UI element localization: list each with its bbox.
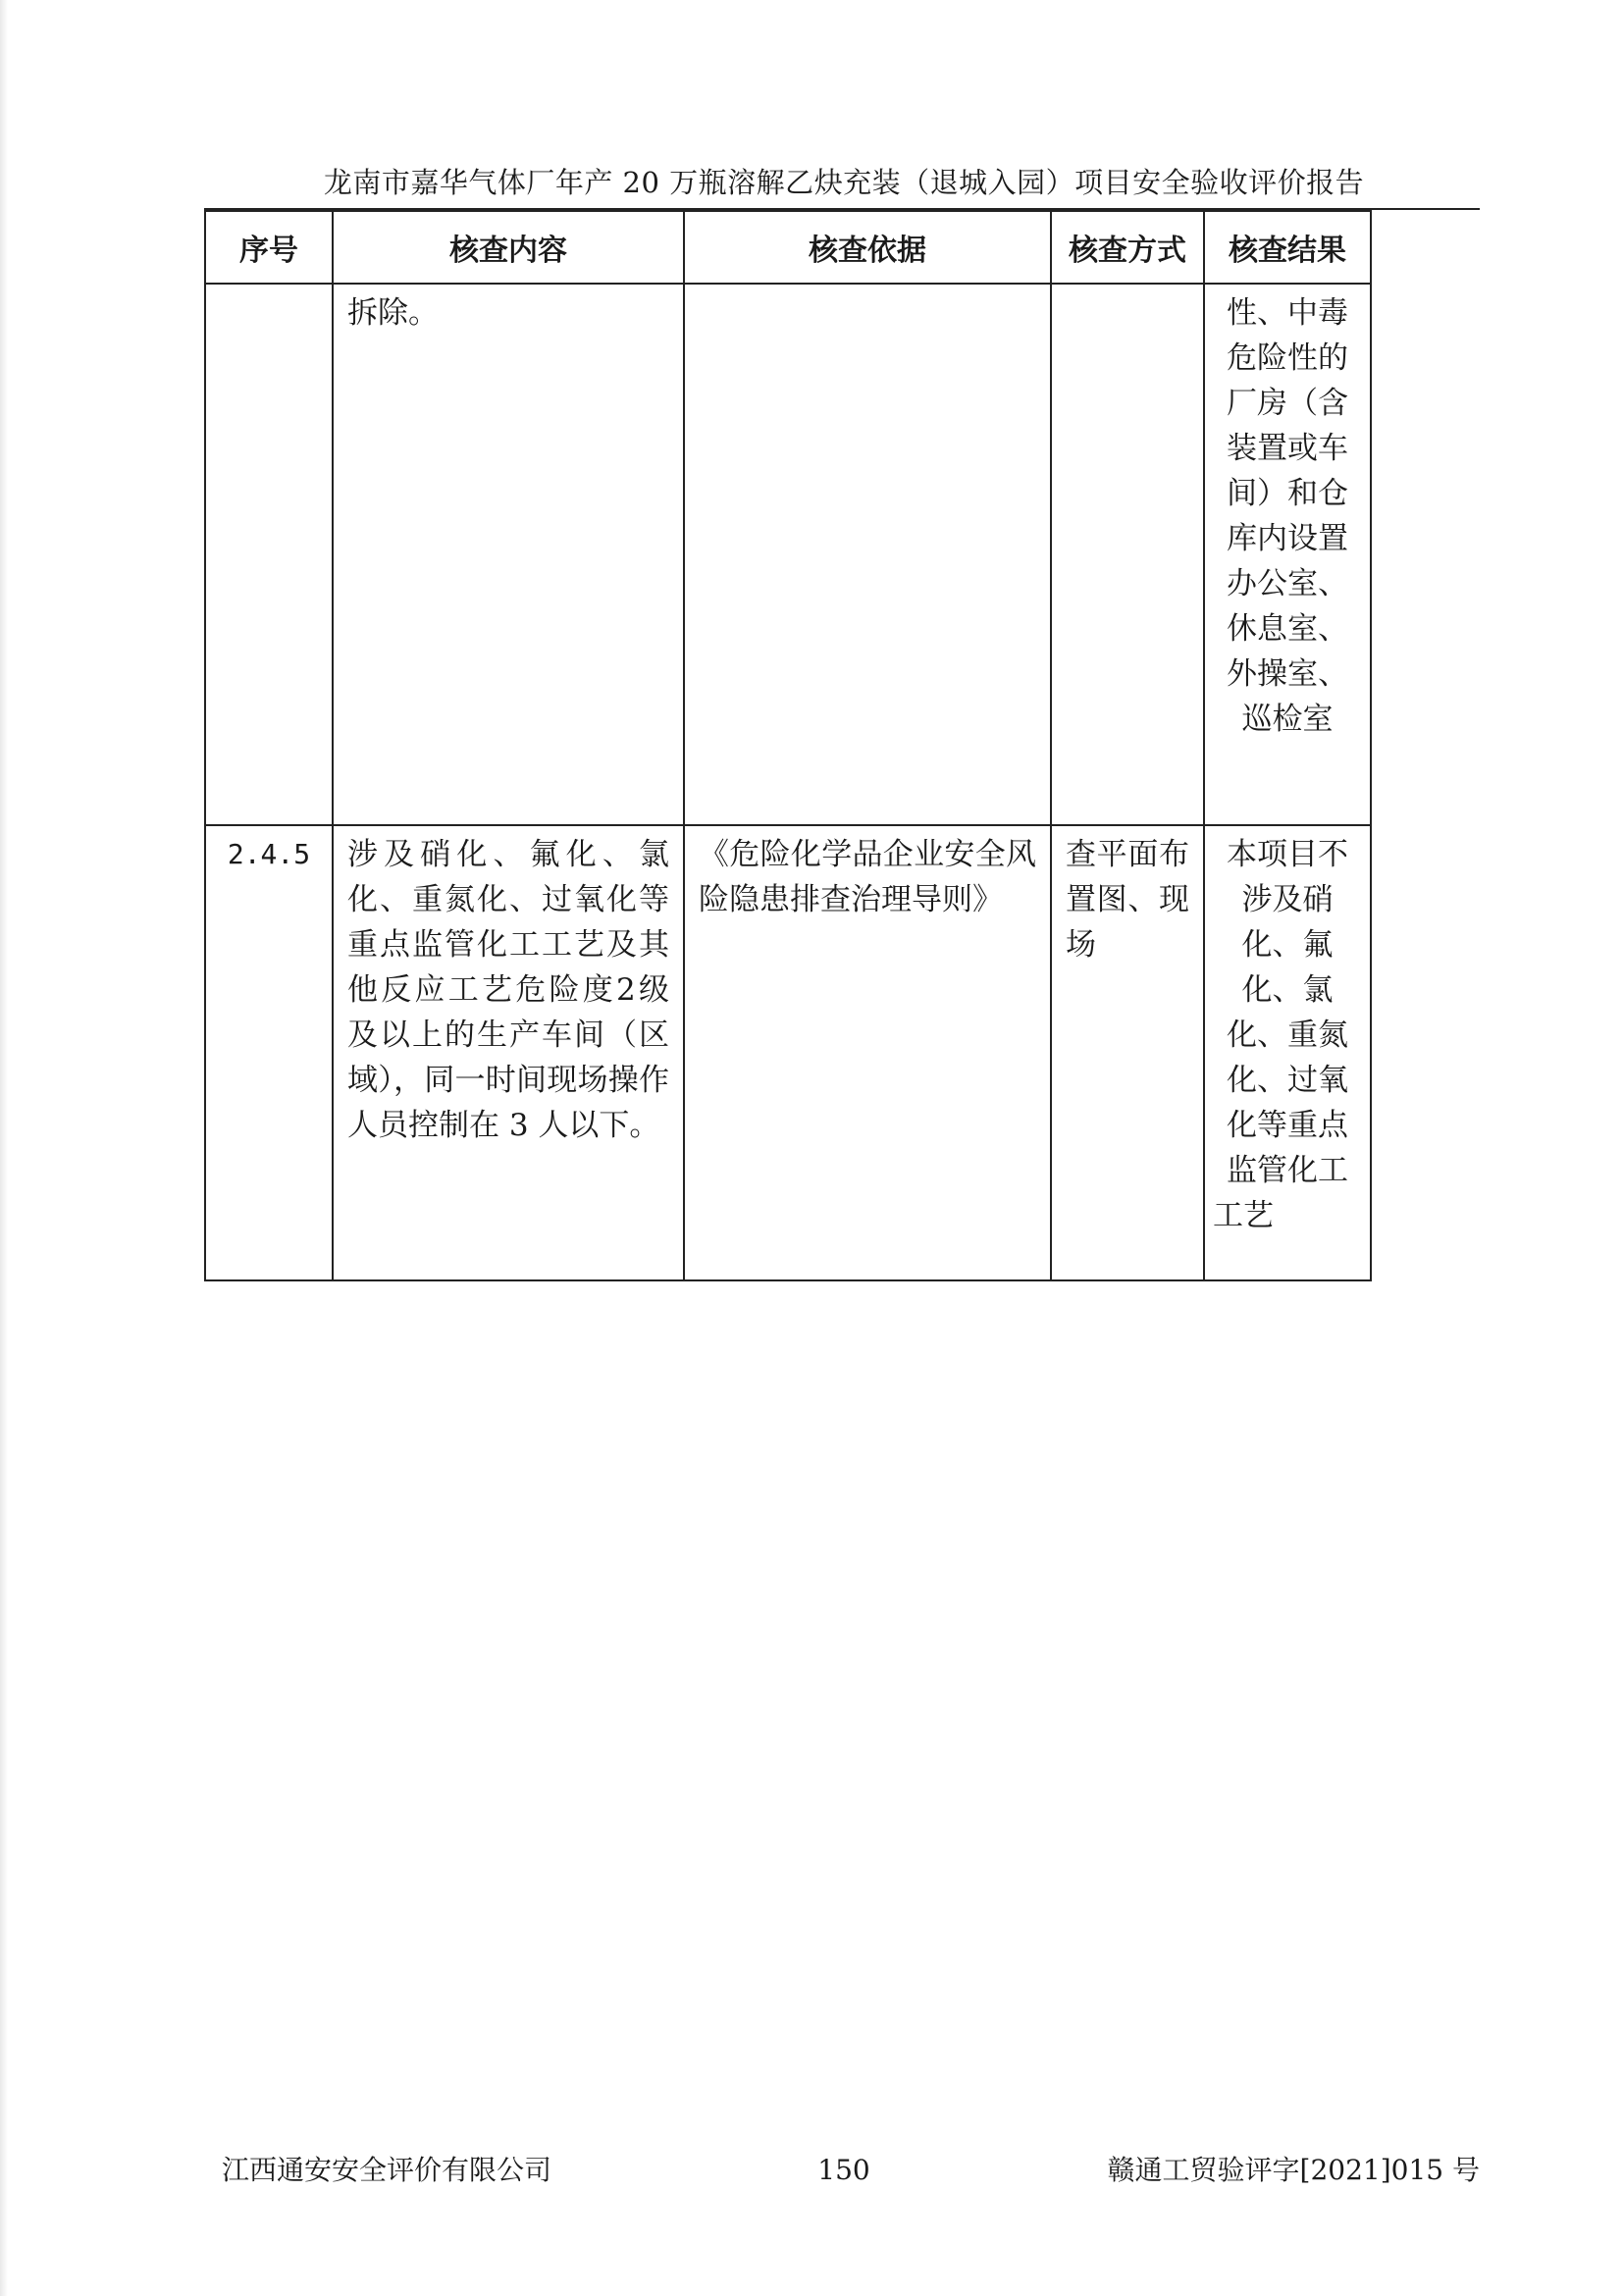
table-row xyxy=(205,284,1371,825)
column-header-method: 核查方式 xyxy=(1051,211,1204,284)
column-header-basis: 核查依据 xyxy=(684,211,1051,284)
footer-company: 江西通安安全评价有限公司 xyxy=(222,2154,552,2186)
content-cell xyxy=(333,284,684,825)
footer-doc-number: 赣通工贸验评字[2021]015 号 xyxy=(1107,2154,1480,2186)
scan-edge-shadow xyxy=(0,0,8,2296)
report-header-title: 龙南市嘉华气体厂年产 20 万瓶溶解乙炔充装（退城入园）项目安全验收评价报告 xyxy=(323,166,1365,199)
result-text: 性、中毒危险性的厂房（含装置或车间）和仓库内设置办公室、休息室、外操室、巡检室 xyxy=(1227,295,1348,737)
content-cell xyxy=(333,825,684,1280)
seq-cell xyxy=(205,284,333,825)
content-text: 涉及硝化、氟化、氯化、重氮化、过氧化等重点监管化工工艺及其他反应工艺危险度2级及以上的生产车间（区域），同一时间现场操作人员控制在 3 人以下。 xyxy=(347,837,669,1143)
result-text: 本项目不涉及硝化、氟化、氯化、重氮化、过氧化等重点监管化工工艺 xyxy=(1213,837,1348,1233)
column-header-content: 核查内容 xyxy=(333,211,684,284)
column-header-result: 核查结果 xyxy=(1204,211,1371,284)
method-cell xyxy=(1051,825,1204,1280)
seq-cell xyxy=(205,825,333,1280)
column-header-seq: 序号 xyxy=(205,211,333,284)
method-cell xyxy=(1051,284,1204,825)
content-text: 拆除。 xyxy=(347,295,439,331)
page-number: 150 xyxy=(817,2154,870,2186)
result-cell xyxy=(1204,825,1371,1280)
table-row xyxy=(205,825,1371,1280)
check-table xyxy=(204,210,1372,1281)
basis-cell xyxy=(684,825,1051,1280)
method-text: 查平面布置图、现场 xyxy=(1066,837,1189,963)
table-header-row xyxy=(205,211,1371,284)
seq-text: 2.4.5 xyxy=(227,838,311,870)
basis-cell xyxy=(684,284,1051,825)
result-cell xyxy=(1204,284,1371,825)
basis-text: 《危险化学品企业安全风险隐患排查治理导则》 xyxy=(699,837,1036,917)
